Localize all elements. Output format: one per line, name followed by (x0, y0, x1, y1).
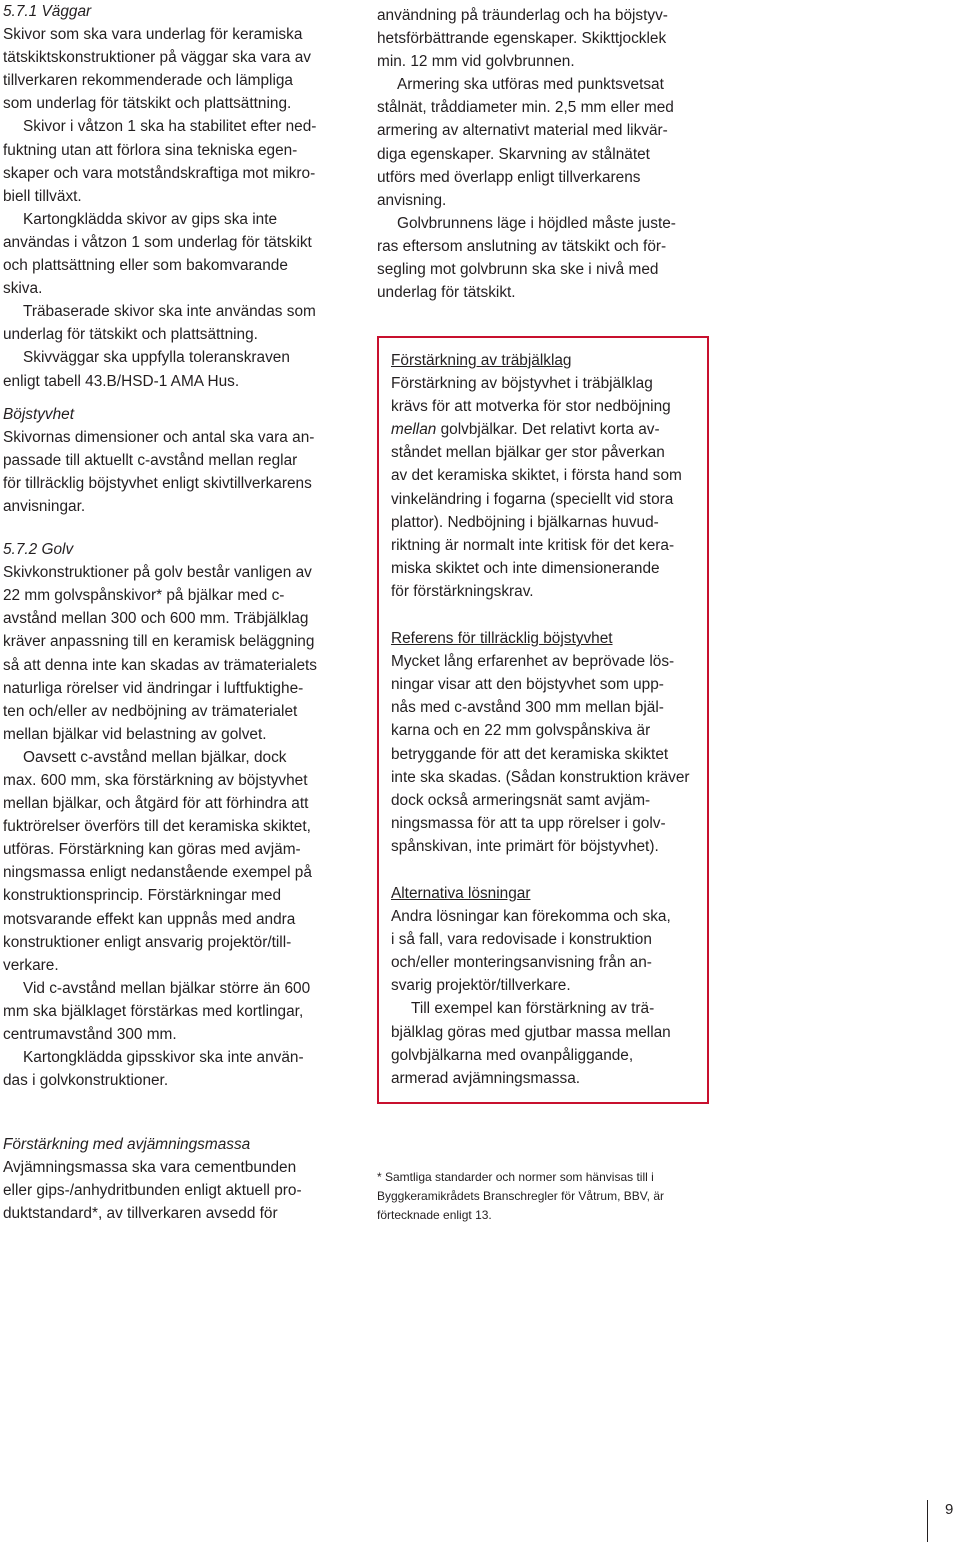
box-text-italic: mellan (391, 421, 437, 439)
subheading-levelling-compound: Förstärkning med avjämningsmassa (3, 1136, 251, 1153)
paragraph-tolerance: Skivväggar ska uppfylla toleranskraven enligt tabell 43.B/HSD-1 AMA Hus. (3, 349, 290, 390)
box-heading-reinforcement: Förstärkning av träbjälklag (391, 352, 572, 369)
footnote: * Samtliga standarder och normer som hänvisas till i Byggkeramikrådets Branschregler för Våtrum, BBV, är förtecknade enligt 13. (377, 1170, 665, 1222)
box-paragraph-reference: Mycket lång erfarenhet av beprövade lös- ningar visar att den böjstyvhet som upp- nås med c-avstånd 300 mm mellan bjäl- karna och en 22 mm golvspånskiva är betryggande för att det keramiska skiktet inte ska skadas. (Sådan konstruktion kräver dock också armeringsnät samt avjäm- ningsmassa för att ta upp rörelser i golv- spånskivan, inte primärt för böjstyvhet). (391, 653, 690, 855)
info-box (391, 349, 703, 1090)
box-heading-alternatives: Alternativa lösningar (391, 884, 531, 902)
paragraph-wet-zone-stability: Skivor i våtzon 1 ska ha stabilitet efter ned- fuktning utan att förlora sina tekniska egen- skaper och vara motståndskraftiga mot mikro- biell tillväxt. (3, 118, 317, 205)
box-text-pre: Förstärkning av böjstyvhet i träbjälklag krävs för att motverka för stor nedböjning (391, 375, 671, 416)
paragraph-floor-drain: Golvbrunnens läge i höjdled måste juste- ras eftersom anslutning av tätskikt och för- segling mot golvbrunn ska ske i nivå med underlag för tätskikt. (377, 214, 676, 302)
subheading-bending-stiffness: Böjstyvhet (3, 405, 75, 423)
paragraph-board-dimensions: Skivornas dimensioner och antal ska vara an- passade till aktuellt c-avstånd mellan reglar för tillräcklig böjstyvhet enligt skivtillverkarens anvisningar. (3, 428, 315, 515)
section-heading-floors: 5.7.2 Golv (3, 541, 74, 559)
box-paragraph-example: Till exempel kan förstärkning av trä- bjälklag göras med gjutbar massa mellan golvbjälkarna med ovanpåliggande, armerad avjämningsmassa. (391, 1000, 671, 1087)
paragraph-mesh-reinforcement: Armering ska utföras med punktsvetsat stålnät, tråddiameter min. 2,5 mm eller med armering av alternativt material med likvär- diga egenskaper. Skarvning av stålnätet utförs med överlapp enligt tillverkarens anvisning. (377, 76, 674, 209)
right-column (377, 4, 703, 304)
paragraph-levelling-compound: Avjämningsmassa ska vara cementbunden eller gips-/anhydritbunden enligt aktuell pro- duktstandard*, av tillverkaren avsedd för (3, 1159, 302, 1223)
paragraph-gypsum-floor: Kartongklädda gipsskivor ska inte använ- das i golvkonstruktioner. (3, 1049, 304, 1090)
paragraph-joist-spacing: Vid c-avstånd mellan bjälkar större än 600 mm ska bjälklaget förstärkas med kortlingar, centrumavstånd 300 mm. (3, 979, 311, 1044)
box-heading-reference: Referens för tillräcklig böjstyvhet (391, 630, 613, 648)
page-number: 9 (945, 1501, 954, 1518)
paragraph-wood-based-boards: Träbaserade skivor ska inte användas som underlag för tätskikt och plattsättning. (3, 303, 316, 344)
paragraph-boards-requirements: Skivor som ska vara underlag för keramiska tätskiktskonstruktioner på väggar ska vara av tillverkaren rekommenderade och lämpliga som underlag för tätskikt och plattsättning. (3, 26, 311, 113)
paragraph-floor-construction: Skivkonstruktioner på golv består vanligen av 22 mm golvspånskivor* på bjälkar med c- avstånd mellan 300 och 600 mm. Träbjälklag kräver anpassning till en keramisk beläggning så att denna inte kan skadas av trämaterialets naturliga rörelser vid ändringar i luftfuktighe- ten och/eller av nedböjning av trämaterialet mellan bjälkar vid belastning av golvet. (3, 564, 317, 743)
paragraph-reinforcement: Oavsett c-avstånd mellan bjälkar, dock max. 600 mm, ska förstärkning av böjstyvhet mellan bjälkar, och åtgärd för att förhindra att fuktrörelser överförs till det keramiska skiktet, utföras. Förstärkning kan göras med avjäm- ningsmassa enligt nedanstående exempel på konstruktionsprincip. Förstärkningar med motsvarande effekt kan uppnås med andra konstruktioner enligt ansvarig projektör/till- verkare. (3, 748, 312, 974)
bottom-left-section (3, 1133, 343, 1225)
page-number-divider (927, 1500, 928, 1542)
section-heading-walls: 5.7.1 Väggar (3, 3, 92, 20)
paragraph-gypsum-boards: Kartongklädda skivor av gips ska inte användas i våtzon 1 som underlag för tätskikt och plattsättning eller som bakomvarande skiva. (3, 210, 312, 298)
left-column (3, 0, 343, 1092)
paragraph-wood-substrate: användning på träunderlag och ha böjstyv- hetsförbättrande egenskaper. Skikttjocklek min. 12 mm vid golvbrunnen. (377, 7, 668, 71)
box-paragraph-reinforcement (391, 372, 703, 603)
box-text-post: golvbjälkar. Det relativt korta av- ståndet mellan bjälkar ger stor påverkan av det keramiska skiktet, i första hand som vinkeländring i fogarna (speciellt vid stora plattor). Nedböjning i bjälkarnas huvud- riktning är normalt inte kritisk för det kera- miska skiktet och inte dimensionerande för förstärkningskrav. (391, 421, 682, 600)
box-paragraph-alternatives: Andra lösningar kan förekomma och ska, i så fall, vara redovisade i konstruktion och/eller monteringsanvisning från an- svarig projektör/tillverkare. (391, 908, 671, 995)
